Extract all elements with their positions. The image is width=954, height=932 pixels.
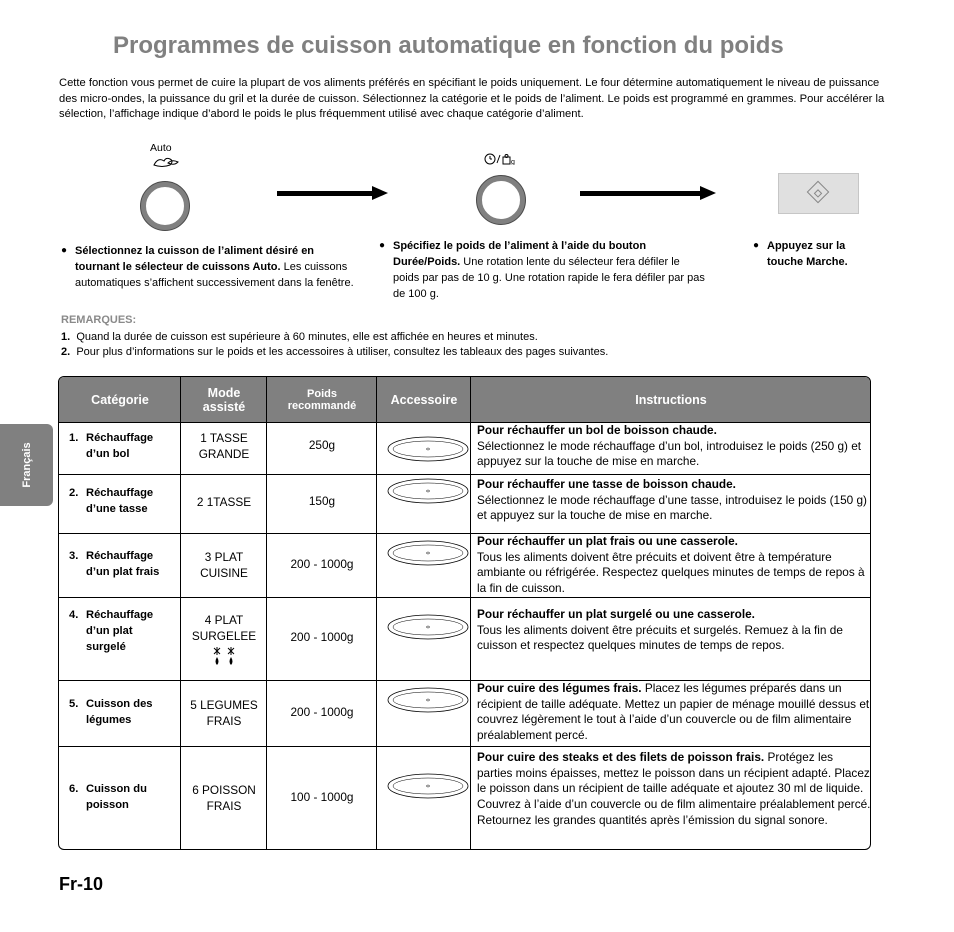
row-category-text: Réchauffage d’un plat surgelé	[86, 609, 154, 653]
row-weight: 150g	[308, 494, 336, 508]
row-num: 2.	[69, 487, 79, 499]
step-3-bold: Appuyez sur la touche Marche.	[767, 240, 848, 268]
row-instructions	[477, 534, 871, 597]
bullet: ●	[61, 245, 68, 256]
header-accessory: Accessoire	[390, 392, 458, 407]
header-category: Catégorie	[91, 392, 149, 407]
row-num: 4.	[69, 609, 79, 621]
bullet: ●	[379, 240, 386, 251]
row-mode: 5 LEGUMES FRAIS	[190, 698, 258, 728]
arrow-1	[277, 191, 373, 196]
step-1-bold: Sélectionnez la cuisson de l’aliment désiré en tournant le sélecteur de cuissons Auto.	[75, 245, 315, 273]
row-mode: 6 POISSON FRAIS	[192, 783, 256, 813]
page-number: Fr-10	[59, 874, 104, 894]
row-instr-bold: Pour réchauffer une tasse de boisson chaude.	[477, 477, 736, 491]
row-instr-bold: Pour cuire des légumes frais.	[477, 681, 642, 695]
cooking-table	[58, 376, 871, 850]
row-category	[69, 781, 166, 813]
turntable-plate-icon	[387, 436, 469, 467]
language-tab	[0, 424, 53, 506]
row-mode: 3 PLAT CUISINE	[200, 550, 248, 580]
row-weight: 200 - 1000g	[290, 630, 354, 644]
remark-1	[61, 331, 538, 343]
chicken-fish-icon	[152, 155, 180, 172]
row-category	[69, 430, 166, 462]
row-num: 3.	[69, 550, 79, 562]
remarks-heading: REMARQUES:	[61, 314, 137, 326]
step-2-rest: Une rotation lente du sélecteur fera défiler le poids par pas de 10 g. Une rotation rapide le fera défiler par pas de 100 g.	[393, 256, 705, 300]
header-weight: Poids recommandé	[287, 387, 357, 412]
start-diamond-icon	[807, 181, 830, 204]
start-button[interactable]	[778, 173, 859, 214]
remark-1-text: Quand la durée de cuisson est supérieure à 60 minutes, elle est affichée en heures et minutes.	[76, 331, 538, 343]
row-weight: 250g	[308, 438, 336, 452]
step-1-rest: Les cuissons automatiques s’affichent successivement dans la fenêtre.	[75, 261, 354, 289]
row-instr-bold: Pour cuire des steaks et des filets de poisson frais.	[477, 750, 765, 764]
row-weight: 200 - 1000g	[290, 705, 354, 719]
turntable-plate-icon	[387, 540, 469, 571]
row-category-text: Cuisson du poisson	[86, 783, 147, 811]
auto-label: Auto	[150, 142, 172, 154]
bullet: ●	[753, 240, 760, 251]
row-num: 5.	[69, 698, 79, 710]
intro-paragraph: Cette fonction vous permet de cuire la plupart de vos aliments préférés en spécifiant le poids uniquement. Le four détermine automatiquement le niveau de puissance des micro-ondes, la puissance du gril et la durée de cuisson. Sélectionnez la catégorie et le poids de l’aliment. Le poids est programmé en grammes. Pour accélérer la sélection, l’affichage indique d’abord le poids le plus fréquemment utilisé avec chaque catégorie d’aliment.	[59, 77, 885, 120]
clock-weight-icon	[484, 153, 518, 168]
row-num: 6.	[69, 783, 79, 795]
svg-text:g: g	[511, 159, 515, 165]
row-instructions	[477, 607, 871, 654]
row-mode	[181, 612, 267, 670]
remark-2-text: Pour plus d’informations sur le poids et les accessoires à utiliser, consultez les tableaux des pages suivantes.	[76, 346, 609, 358]
remark-1-num: 1.	[61, 331, 71, 343]
remark-2	[61, 346, 608, 358]
row-category-text: Cuisson des légumes	[86, 698, 153, 726]
row-instr-text: Sélectionnez le mode réchauffage d’un bol, introduisez le poids (250 g) et appuyez sur la touche de mise en marche.	[477, 438, 862, 469]
row-instr-bold: Pour réchauffer un plat frais ou une casserole.	[477, 534, 738, 548]
step-1	[61, 243, 361, 291]
arrow-2-head	[700, 186, 716, 200]
duration-weight-knob[interactable]	[476, 175, 526, 225]
row-mode-text: 4 PLAT SURGELEE	[191, 613, 257, 643]
row-mode: 2 1TASSE	[196, 495, 252, 509]
row-instr-text: Sélectionnez le mode réchauffage d’une tasse, introduisez le poids (150 g) et appuyez sur la touche de mise en marche.	[477, 492, 867, 523]
turntable-plate-icon	[387, 614, 469, 645]
row-instructions	[477, 477, 871, 524]
row-instr-text: Placez les légumes préparés dans un récipient de taille adéquate. Mettez un papier de ménage mouillé dessus et couvrez légèrement le tout à l’aide d’un couvercle ou de film alimentaire préalablement percé.	[477, 681, 870, 743]
row-mode: 1 TASSE GRANDE	[198, 431, 250, 461]
language-tab-label: Français	[21, 442, 33, 488]
remark-2-num: 2.	[61, 346, 71, 358]
row-category	[69, 607, 166, 655]
turntable-plate-icon	[387, 773, 469, 804]
row-weight: 200 - 1000g	[290, 557, 354, 571]
auto-selector-knob[interactable]	[140, 181, 190, 231]
row-category	[69, 485, 166, 517]
row-instr-text: Tous les aliments doivent être précuits et doivent être à température ambiante ou réfrigérée. Respectez quelques minutes de temps de repos à la fin de cuisson.	[477, 549, 865, 596]
arrow-1-head	[372, 186, 388, 200]
row-category	[69, 548, 174, 580]
turntable-plate-icon	[387, 687, 469, 718]
row-instructions	[477, 423, 871, 470]
step-2-bold: Spécifiez le poids de l’aliment à l’aide du bouton Durée/Poids.	[393, 240, 647, 268]
arrow-2	[580, 191, 701, 196]
turntable-plate-icon	[387, 478, 469, 509]
row-category-text: Réchauffage d’un plat frais	[86, 550, 160, 578]
step-3	[753, 238, 873, 270]
row-category-text: Réchauffage d’un bol	[86, 432, 154, 460]
row-weight: 100 - 1000g	[290, 790, 354, 804]
row-category	[69, 696, 166, 728]
row-num: 1.	[69, 432, 79, 444]
row-category-text: Réchauffage d’une tasse	[86, 487, 154, 515]
defrost-icon	[211, 646, 237, 670]
header-instructions: Instructions	[635, 392, 707, 407]
row-instr-text: Protégez les parties moins épaisses, mettez le poisson dans un récipient adapté. Placez le poisson dans un récipient de taille adéquate et ajoutez 30 ml de liquide. Couvrez à l’aide d’un couvercle ou de film alimentaire préalablement percé. Retournez les grandes quantités après l’émission du signal sonore.	[477, 750, 871, 827]
header-mode: Mode assisté	[202, 385, 246, 414]
row-instr-bold: Pour réchauffer un plat surgelé ou une casserole.	[477, 607, 755, 621]
row-instr-text: Tous les aliments doivent être précuits et surgelés. Remuez à la fin de cuisson et respectez quelques minutes de temps de repos.	[477, 622, 843, 653]
row-instructions	[477, 750, 871, 829]
row-instructions	[477, 681, 871, 744]
step-2	[379, 238, 709, 302]
row-instr-bold: Pour réchauffer un bol de boisson chaude.	[477, 423, 717, 437]
page-title: Programmes de cuisson automatique en fonction du poids	[113, 32, 784, 59]
